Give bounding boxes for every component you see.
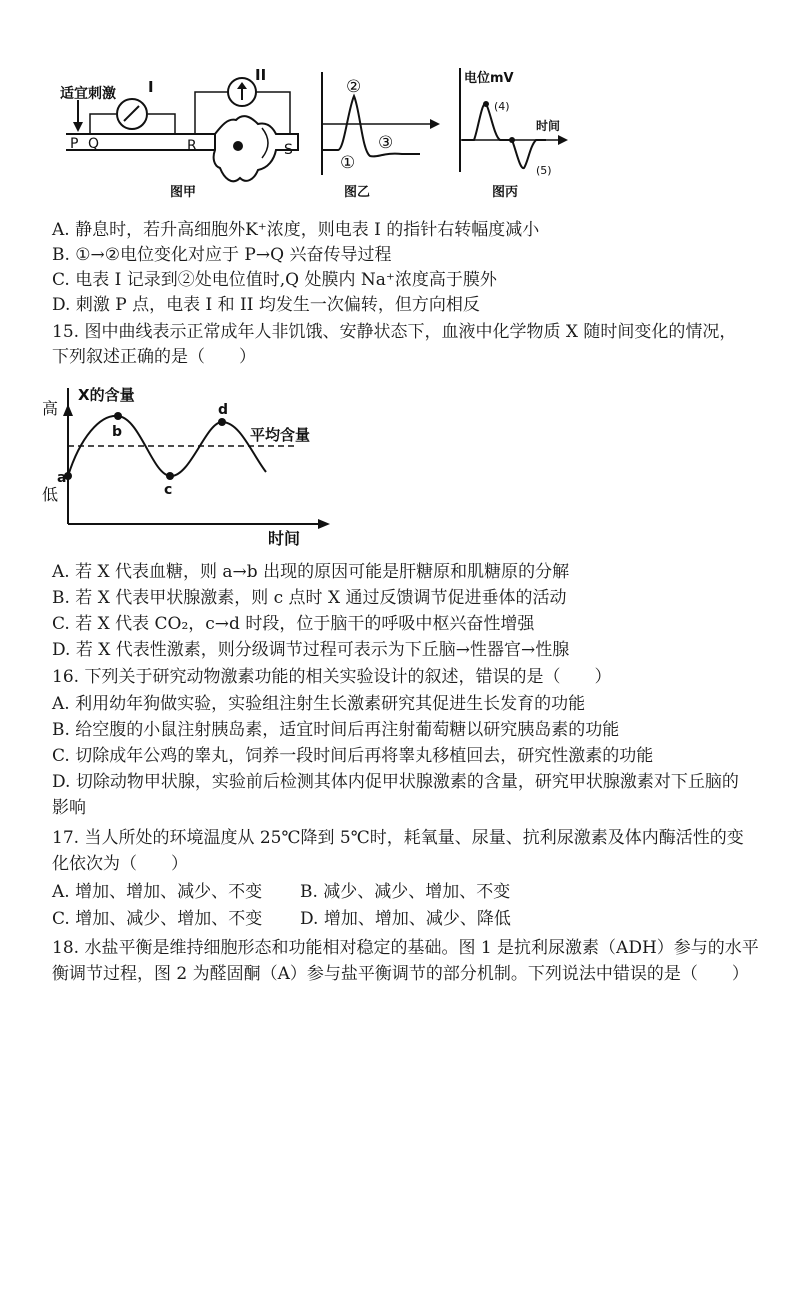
yi-mark-2: ② (346, 77, 362, 97)
nucleus (233, 141, 243, 151)
chart-low: 低 (42, 485, 59, 504)
q14-figures-svg (0, 0, 800, 210)
bing-mark-4: (4) (494, 100, 510, 113)
figure-jia (60, 66, 298, 200)
chart-high: 高 (42, 399, 59, 418)
point-b (114, 412, 122, 420)
q15-option-d: D. 若 X 代表性激素，则分级调节过程可表示为下丘脑→性器官→性腺 (52, 640, 570, 660)
q15-option-b: B. 若 X 代表甲状腺激素，则 c 点时 X 通过反馈调节促进垂体的活动 (52, 588, 567, 608)
label-P: P (70, 136, 79, 152)
q16-option-b: B. 给空腹的小鼠注射胰岛素，适宜时间后再注射葡萄糖以研究胰岛素的功能 (52, 720, 620, 740)
jia-stim-label: 适宜刺激 (60, 86, 116, 102)
q15-stem-line1: 15. 图中曲线表示正常成年人非饥饿、安静状态下，血液中化学物质 X 随时间变化的情况， (52, 322, 737, 342)
q15-chart-svg (40, 378, 340, 556)
q14-option-b: B. ①→②电位变化对应于 P→Q 兴奋传导过程 (52, 245, 392, 265)
q14-option-c: C. 电表 I 记录到②处电位值时,Q 处膜内 Na⁺浓度高于膜外 (52, 270, 497, 290)
label-S: S (284, 142, 293, 158)
q15-option-a: A. 若 X 代表血糖，则 a→b 出现的原因可能是肝糖原和肌糖原的分解 (52, 562, 570, 582)
label-b: b (112, 424, 123, 440)
meter-1-label: I (148, 78, 154, 96)
label-c: c (164, 482, 173, 498)
chart-xlabel: 时间 (268, 529, 301, 548)
label-Q: Q (88, 136, 100, 152)
q17-stem-line1: 17. 当人所处的环境温度从 25℃降到 5℃时，耗氧量、尿量、抗利尿激素及体内酶活性的变 (52, 828, 744, 848)
q14-figures (0, 0, 800, 210)
bing-ylabel: 电位mV (464, 71, 514, 86)
q15-chart (40, 378, 340, 556)
q14-option-d: D. 刺激 P 点，电表 I 和 II 均发生一次偏转，但方向相反 (52, 295, 480, 315)
q16-option-c: C. 切除成年公鸡的睾丸，饲养一段时间后再将睾丸移植回去，研究性激素的功能 (52, 746, 654, 766)
chart-avg-label: 平均含量 (250, 426, 311, 444)
q17-option-a: A. 增加、增加、减少、不变 (52, 882, 263, 902)
q17-stem-line2: 化依次为（ ） (52, 854, 188, 874)
stim-arrowhead (73, 122, 83, 132)
q15-stem-line2: 下列叙述正确的是（ ） (52, 347, 256, 367)
caption-yi: 图乙 (344, 185, 371, 200)
point-d (218, 418, 226, 426)
yi-mark-3: ③ (378, 133, 394, 153)
q17-option-d: D. 增加、增加、减少、降低 (300, 909, 511, 929)
q16-option-d-line1: D. 切除动物甲状腺，实验前后检测其体内促甲状腺激素的含量，研究甲状腺激素对下丘脑的 (52, 772, 739, 792)
q18-stem-line2: 衡调节过程，图 2 为醛固酮（A）参与盐平衡调节的部分机制。下列说法中错误的是（ ） (52, 964, 749, 984)
label-a: a (57, 470, 67, 486)
bing-mark-5: (5) (536, 164, 552, 177)
label-R: R (187, 138, 197, 154)
q14-option-a: A. 静息时，若升高细胞外K⁺浓度，则电表 I 的指针右转幅度减小 (52, 220, 540, 240)
q16-option-a: A. 利用幼年狗做实验，实验组注射生长激素研究其促进生长发育的功能 (52, 694, 586, 714)
q17-option-c: C. 增加、减少、增加、不变 (52, 909, 263, 929)
yi-mark-1: ① (340, 153, 356, 173)
label-d: d (218, 402, 229, 418)
q17-option-b: B. 减少、减少、增加、不变 (300, 882, 511, 902)
q18-stem-line1: 18. 水盐平衡是维持细胞形态和功能相对稳定的基础。图 1 是抗利尿激素（ADH）参与的水平 (52, 938, 759, 958)
figure-yi (322, 72, 440, 200)
point-c (166, 472, 174, 480)
bing-xlabel: 时间 (536, 119, 561, 133)
q16-stem: 16. 下列关于研究动物激素功能的相关实验设计的叙述，错误的是（ ） (52, 667, 612, 687)
chart-ylabel: X的含量 (78, 386, 135, 404)
meter-2-label: II (255, 66, 267, 84)
yi-curve (322, 96, 420, 156)
q16-option-d-line2: 影响 (52, 798, 86, 818)
figure-bing (460, 68, 568, 200)
caption-bing: 图丙 (492, 185, 519, 200)
bing-curve (462, 104, 546, 169)
q15-option-c: C. 若 X 代表 CO₂，c→d 时段，位于脑干的呼吸中枢兴奋性增强 (52, 614, 535, 634)
caption-jia: 图甲 (170, 185, 197, 200)
chart-curve (68, 416, 266, 476)
